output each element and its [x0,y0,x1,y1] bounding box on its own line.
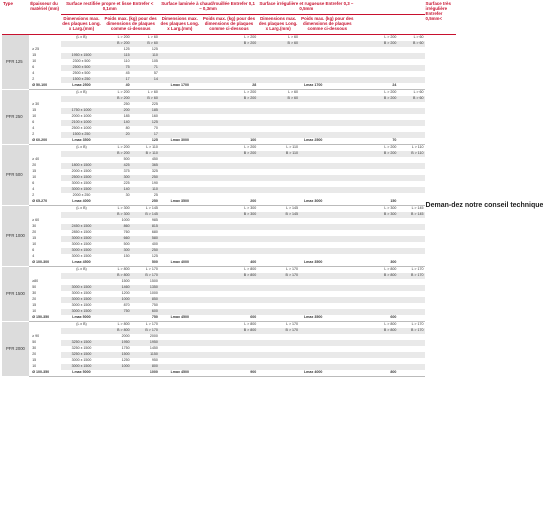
value-cell: L > 170 [286,266,299,271]
value-cell: B > 300 [356,212,398,218]
value-cell: B > 110 [257,151,299,157]
value-cell: 3000 x 1500 [61,248,103,254]
value-cell: L > 110 [411,144,424,149]
value-cell: L > 170 [411,266,424,271]
value-cell: Lmax 1700 [299,83,327,90]
value-cell: B > 200 [229,151,257,157]
value-cell: Lmax 4000 [159,260,201,267]
value-cell: 3000 x 1500 [71,241,92,246]
thickness-cell: 6 [32,247,35,252]
thickness-cell: 15 [32,302,37,307]
thickness-cell: 30 [32,223,37,228]
value-cell: Lmax 4500 [159,315,201,322]
value-cell: 1500 x 250 [61,132,103,138]
value-cell: 110 [131,53,159,59]
value-cell: L > 200 [244,144,257,149]
value-cell: (L x B) [76,266,87,271]
thickness-cell: 6 [32,64,35,69]
value-cell: 150 [123,253,130,258]
value-cell: 1950 x 1500 [61,53,103,59]
thickness-cell: 50 [32,284,37,289]
value-cell: 815 [131,224,159,230]
value-cell: 115 [102,53,130,59]
value-cell: 3000 x 1500 [71,290,92,295]
value-cell: L > 170 [145,321,158,326]
value-cell: 400 [151,241,158,246]
value-cell: Lmax 4500 [61,260,103,267]
surface-ground-header: Surface rectifiée propre et lisse Entrefer < 0,1mm [61,0,159,14]
value-cell: 110 [131,187,159,193]
value-cell: 1500 [121,278,130,283]
value-cell: B > 200 [102,151,130,157]
value-cell: Lmax 3000 [299,199,327,206]
type-label: PFR 500 [2,144,29,205]
surface-irregular-header: Surface irrégulière et rugueuse Entrefer 0,3 – 0,5mm [257,0,355,14]
value-cell: B > 800 [229,273,257,279]
value-cell: 105 [151,58,158,63]
value-cell: B > 200 [356,41,398,47]
value-cell: 400 [229,260,257,267]
thickness-cell: Ø 50-100 [29,83,60,90]
type-label: PFR 250 [2,89,29,144]
thickness-cell: 6 [32,119,35,124]
value-cell [397,370,424,377]
dims-header-3: Dimensions max. des plaques Long. x Larg.(mm) [257,14,299,34]
value-cell: L > 200 [117,144,130,149]
thickness-cell: 20 [32,229,37,234]
value-cell: 1950 [131,340,159,346]
value-cell: Lmax 3500 [159,199,201,206]
value-cell: B > 170 [397,328,424,334]
value-cell: L > 60 [288,89,299,94]
value-cell: 2000 [149,333,158,338]
value-cell: B > 200 [229,41,257,47]
value-cell: 25 [153,192,158,197]
value-cell: B > 145 [397,212,424,218]
value-cell: 1000 [149,290,158,295]
value-cell: 1350 [131,285,159,291]
thickness-cell: 20 [32,296,37,301]
value-cell: B > 800 [102,273,130,279]
thickness-cell: 15 [32,235,37,240]
value-cell: 760 [123,229,130,234]
thickness-cell: 4 [32,70,35,75]
thickness-cell: 10 [32,308,37,313]
value-cell: L > 200 [117,89,130,94]
value-cell: 70 [356,138,398,145]
surface-hot-rolled-header: Surface laminée à chaud/rouillée Entrefer 0,1 – 0,3mm [159,0,257,14]
value-cell: Lmax 4000 [61,199,103,206]
thickness-cell: 10 [32,363,37,368]
value-cell: L > 110 [146,144,158,149]
thickness-header: Épaisseur du matériel (mm) [29,0,60,34]
surface-very-irregular-header: Surface très irrégulière Entrefer 0,5mm< [425,0,456,34]
value-cell: 140 [102,187,130,193]
value-cell: 870 [123,302,130,307]
value-cell: 1000 [102,297,130,303]
thickness-cell: 2 [32,76,35,81]
value-cell: (L x B) [76,144,87,149]
value-cell: L > 145 [145,205,158,210]
value-cell: L > 170 [145,266,158,271]
value-cell: 3000 x 1500 [61,364,103,370]
value-cell: 3000 x 1500 [61,187,103,193]
type-header: Type [2,0,29,34]
value-cell: B > 60 [131,41,159,47]
value-cell: 2500 x 1500 [61,175,103,181]
thickness-cell: 4 [32,125,35,130]
thickness-cell: 2 [32,131,35,136]
value-cell: L > 300 [117,205,130,210]
value-cell: L > 170 [411,321,424,326]
thickness-cell: 15 [32,357,37,362]
value-cell: 2850 x 1500 [71,229,92,234]
value-cell: 57 [153,70,158,75]
thickness-cell: 10 [32,241,37,246]
value-cell: 1800 x 1500 [61,163,103,169]
value-cell: B > 200 [229,96,257,102]
value-cell: 850 [131,297,159,303]
value-cell: 125 [131,138,159,145]
value-cell: B > 800 [356,273,398,279]
value-cell: B > 800 [102,328,130,334]
value-cell: 110 [123,58,130,63]
value-cell: L > 145 [286,205,299,210]
value-cell: 1000 [121,217,130,222]
value-cell: L > 800 [117,266,130,271]
value-cell: B > 60 [257,41,299,47]
value-cell: 3000 x 1500 [71,357,92,362]
value-cell: 950 [151,357,158,362]
value-cell: 600 [229,315,257,322]
value-cell: 1500 [149,278,158,283]
value-cell: L > 800 [244,321,257,326]
value-cell: 20 [102,132,130,138]
value-cell: L > 800 [384,266,397,271]
value-cell: 1950 [102,340,130,346]
value-cell: 860 [102,224,130,230]
value-cell: 100 [229,138,257,145]
value-cell: L > 200 [384,34,397,39]
value-cell: 125 [151,253,158,258]
thickness-cell: 30 [32,345,37,350]
value-cell: 2300 x 500 [72,58,91,63]
value-cell: Lmax 3500 [299,315,327,322]
value-cell: 24 [356,83,398,90]
value-cell: 1750 x 1000 [61,108,103,114]
value-cell: B > 200 [102,96,130,102]
capacity-table [2,0,543,377]
thickness-cell: 6 [32,180,35,185]
value-cell: B > 300 [102,212,130,218]
value-cell: 2100 x 1000 [61,120,103,126]
footer-row [2,370,456,377]
value-cell: 14 [131,77,159,83]
value-cell: Lmax 5000 [61,315,103,322]
value-cell: 28 [229,83,257,90]
advice-cell [425,34,543,376]
thickness-cell: Ø 150-350 [29,315,60,322]
value-cell: 1150 [131,352,159,358]
value-cell: 580 [131,236,159,242]
value-cell: 300 [102,175,130,181]
value-cell: 160 [151,113,158,118]
value-cell: 185 [131,108,159,114]
value-cell: 1750 [121,345,130,350]
value-cell [327,370,355,377]
value-cell: 750 [151,302,158,307]
thickness-cell: Ø 65-270 [29,199,60,206]
value-cell: 325 [151,168,158,173]
value-cell: 250 [131,248,159,254]
value-cell: B > 60 [397,41,424,47]
value-cell: 800 [131,364,159,370]
value-cell: 425 [102,163,130,169]
value-cell: 3000 x 1500 [61,285,103,291]
value-cell: 900 [229,370,257,377]
thickness-cell: 15 [32,52,37,57]
value-cell: B > 800 [229,328,257,334]
value-cell: 1460 [102,285,130,291]
type-label: PFR 1500 [2,266,29,321]
value-cell: B > 60 [397,96,424,102]
thickness-cell: Ø 60-200 [29,138,60,145]
value-cell: B > 145 [131,212,159,218]
value-cell: 250 [131,175,159,181]
value-cell: B > 170 [131,273,159,279]
value-cell: B > 800 [356,328,398,334]
value-cell: 185 [123,113,130,118]
thickness-cell: Ø 100-350 [29,370,60,377]
dims-header-2: Dimensions max. des plaques Long. x Larg.(mm) [159,14,201,34]
thickness-cell: 10 [32,174,37,179]
type-label: PFR 125 [2,34,29,89]
value-cell: 2500 x 1000 [71,125,92,130]
value-cell: 125 [151,46,158,51]
value-cell: L > 300 [244,205,257,210]
type-label: PFR 1000 [2,205,29,266]
value-cell: Lmax 4500 [159,370,201,377]
weight-header-3: Poids max. (kg) pour des dimensions de plaques comme ci-dessous [299,14,355,34]
weight-header-2: Poids max. (kg) pour des dimensions de plaques comme ci-dessous [201,14,258,34]
value-cell: B > 200 [356,96,398,102]
thickness-cell: ≥80 [32,278,39,283]
value-cell: 3250 x 1500 [61,340,103,346]
value-cell: L > 170 [286,321,299,326]
value-cell: Lmax 3500 [299,260,327,267]
value-cell: 3000 x 1500 [61,297,103,303]
value-cell: 190 [151,180,158,185]
value-cell: 2450 x 1500 [61,224,103,230]
value-cell: 1200 [121,290,130,295]
value-cell: B > 110 [131,151,159,157]
thickness-cell: Ø 100-300 [29,260,60,267]
value-cell: 800 [356,370,398,377]
value-cell: 1000 [131,370,159,377]
thickness-cell: 20 [32,162,37,167]
value-cell: B > 170 [131,328,159,334]
header-row-2 [2,14,456,34]
value-cell: L > 60 [413,34,424,39]
thickness-cell: ≥ 60 [32,217,40,222]
value-cell: 1250 [121,357,130,362]
value-cell: 2500 x 500 [72,70,91,75]
header-row-1 [2,0,456,14]
value-cell: 45 [125,70,130,75]
value-cell: Lmax 4000 [299,370,327,377]
thickness-cell: ≥ 40 [32,156,40,161]
value-cell: B > 170 [257,273,299,279]
value-cell: 125 [131,120,159,126]
value-cell: 1000 [102,364,130,370]
value-cell: 150 [356,199,398,206]
value-cell: 80 [125,125,130,130]
thickness-cell: 10 [32,113,37,118]
value-cell: L > 800 [117,321,130,326]
value-cell: 17 [131,132,159,138]
value-cell: 140 [102,120,130,126]
thickness-cell: 2 [32,192,35,197]
value-cell: 75 [102,65,130,71]
value-cell: Lmax 5000 [61,370,103,377]
thickness-cell: 50 [32,339,37,344]
dims-header-1: Dimensions max. des plaques Long. x Larg.(mm) [61,14,103,34]
value-cell: Lmax 2500 [61,83,103,90]
value-cell: L > 200 [244,89,257,94]
value-cell: L > 800 [244,266,257,271]
value-cell: 500 [131,260,159,267]
value-cell: 225 [123,180,130,185]
thickness-cell: 4 [32,186,35,191]
value-cell: 450 [151,156,158,161]
value-cell: 3000 x 1500 [61,236,103,242]
value-cell: 375 [123,168,130,173]
value-cell: L > 200 [384,144,397,149]
type-label: PFR 2000 [2,321,29,376]
value-cell [257,370,299,377]
value-cell: B > 300 [229,212,257,218]
value-cell: 200 [102,108,130,114]
thickness-cell: ≥ 30 [32,101,40,106]
thickness-cell: 15 [32,107,37,112]
thickness-cell: 20 [32,351,37,356]
thickness-cell: 4 [32,253,35,258]
value-cell: 1450 [149,345,158,350]
value-cell: 365 [131,163,159,169]
technical-advice-note: Deman-dez notre conseil technique [425,201,543,209]
value-cell: 70 [153,125,158,130]
value-cell: 17 [102,77,130,83]
thickness-cell: 30 [32,290,37,295]
value-cell: L > 300 [384,205,397,210]
value-cell: Lmax 2500 [299,138,327,145]
value-cell: 2000 [121,333,130,338]
value-cell: 750 [131,315,159,322]
value-cell: 30 [125,192,130,197]
value-cell: 300 [356,260,398,267]
value-cell: 680 [151,229,158,234]
value-cell: 500 [123,241,130,246]
value-cell: 985 [151,217,158,222]
thickness-cell: 10 [32,58,37,63]
value-cell: 750 [102,309,130,315]
value-cell: B > 110 [397,151,424,157]
value-cell: B > 60 [131,96,159,102]
value-cell: 2000 x 250 [72,192,91,197]
table-body [2,34,543,376]
value-cell: (L x B) [76,34,87,39]
value-cell: B > 145 [257,212,299,218]
value-cell: B > 170 [397,273,424,279]
value-cell: B > 200 [102,41,130,47]
value-cell: 200 [229,199,257,206]
value-cell: L > 60 [147,34,158,39]
value-cell: 250 [131,199,159,206]
value-cell: Lmax 3500 [61,138,103,145]
value-cell: (L x B) [76,89,87,94]
value-cell: (L x B) [76,205,87,210]
value-cell: L > 200 [384,89,397,94]
value-cell [102,370,130,377]
value-cell: B > 60 [257,96,299,102]
value-cell: 660 [102,236,130,242]
value-cell: B > 170 [257,328,299,334]
value-cell: 3250 x 1500 [71,345,92,350]
thickness-cell: ≥ 25 [32,46,40,51]
value-cell: (L x B) [76,321,87,326]
value-cell: 250 [123,101,130,106]
value-cell: 2000 x 1500 [71,168,92,173]
value-cell: 3000 x 1500 [61,309,103,315]
value-cell: Lmax 1700 [159,83,201,90]
value-cell: 2500 x 500 [61,65,103,71]
value-cell: L > 145 [411,205,424,210]
value-cell: L > 60 [288,34,299,39]
value-cell: B > 200 [356,151,398,157]
value-cell: 600 [356,315,398,322]
value-cell: 2000 x 1000 [71,113,92,118]
value-cell: 125 [123,46,130,51]
value-cell: 3000 x 1500 [71,302,92,307]
value-cell: 3250 x 1500 [61,352,103,358]
value-cell: 40 [102,83,130,90]
value-cell: 3000 x 1500 [71,180,92,185]
value-cell: 71 [131,65,159,71]
value-cell: 300 [102,248,130,254]
value-cell: L > 800 [384,321,397,326]
value-cell: L > 60 [413,89,424,94]
value-cell: Lmax 3000 [159,138,201,145]
weight-header-1: Poids max. (kg) pour des dimensions de plaques comme ci-dessous [102,14,159,34]
thickness-cell: ≥ 90 [32,333,40,338]
value-cell: L > 200 [244,34,257,39]
value-cell: 600 [131,309,159,315]
value-cell: L > 200 [117,34,130,39]
value-cell: 225 [151,101,158,106]
value-cell: 500 [123,156,130,161]
value-cell: L > 110 [286,144,299,149]
value-cell [201,370,229,377]
thickness-cell: 15 [32,168,37,173]
value-cell: 1500 x 250 [61,77,103,83]
value-cell: 3000 x 1500 [71,253,92,258]
value-cell: 1500 [102,352,130,358]
value-cell: L > 60 [147,89,158,94]
